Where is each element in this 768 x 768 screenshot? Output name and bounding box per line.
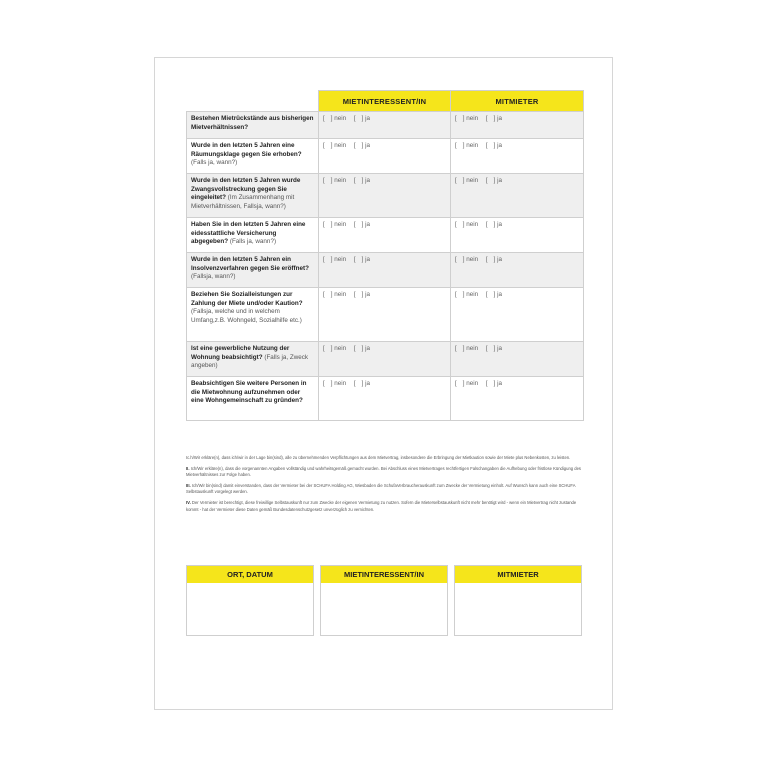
table-row xyxy=(187,139,584,174)
label-nein: nein xyxy=(334,345,347,352)
answer-cell-mitmieter xyxy=(451,288,584,342)
label-nein: nein xyxy=(334,142,347,149)
label-ja: ja xyxy=(497,256,503,263)
label-ja: ja xyxy=(365,345,371,352)
checkbox-nein[interactable]: [ ] xyxy=(323,115,333,122)
label-ja: ja xyxy=(497,177,503,184)
table-row xyxy=(187,253,584,288)
header-mietinteressent: MIETINTERESSENT/IN xyxy=(319,91,451,112)
checkbox-nein[interactable]: [ ] xyxy=(323,291,333,298)
label-nein: nein xyxy=(466,291,479,298)
label-ja: ja xyxy=(365,221,371,228)
label-nein: nein xyxy=(466,345,479,352)
question-cell xyxy=(187,218,319,253)
signature-box-ort-datum[interactable] xyxy=(186,565,314,636)
checkbox-nein[interactable]: [ ] xyxy=(323,256,333,263)
header-row xyxy=(187,91,584,112)
declaration-3: III. Ich/Wir bin(sind) damit einverstanden, dass der Vermieter bei der SCHUFA Holding AG, Wiesbaden die SchufaVerbraucherauskunft zum Zwecke der Vermietung einholt. Auf Wunsch kann auch eine SCHUFA Selbstauskunft vorgelegt werden. xyxy=(186,483,576,495)
question-cell xyxy=(187,377,319,421)
answer-cell-mietinteressent xyxy=(319,139,451,174)
answer-cell-mitmieter xyxy=(451,342,584,377)
label-nein: nein xyxy=(334,115,347,122)
checkbox-nein[interactable]: [ ] xyxy=(323,345,333,352)
document-page xyxy=(154,57,613,710)
checkbox-nein[interactable]: [ ] xyxy=(455,221,465,228)
checkbox-ja[interactable]: [ ] xyxy=(353,115,364,122)
table-row xyxy=(187,174,584,218)
checkbox-nein[interactable]: [ ] xyxy=(455,115,465,122)
checkbox-nein[interactable]: [ ] xyxy=(323,177,333,184)
answer-cell-mietinteressent xyxy=(319,253,451,288)
declaration-2: II. Ich/Wir erkläre(n), dass die vorgenannten Angaben vollständig und wahrheitsgemäß gemacht wurden. Bei Abschluss eines Mietvertrages rechtfertigen Falschangaben die Aufhebung oder fristlose Kündigung des Mietverhältnisses zur Folge haben. xyxy=(186,466,582,478)
question-hint: (Falls ja, wann?) xyxy=(191,159,238,167)
question-cell xyxy=(187,174,319,218)
label-ja: ja xyxy=(365,115,371,122)
signature-header: MIETINTERESSENT/IN xyxy=(321,566,447,583)
question-cell xyxy=(187,253,319,288)
signature-header: MITMIETER xyxy=(455,566,581,583)
question-cell xyxy=(187,288,319,342)
checkbox-ja[interactable]: [ ] xyxy=(485,115,496,122)
label-nein: nein xyxy=(466,256,479,263)
question-cell xyxy=(187,139,319,174)
table-row xyxy=(187,342,584,377)
answer-cell-mitmieter xyxy=(451,218,584,253)
label-nein: nein xyxy=(334,380,347,387)
label-ja: ja xyxy=(365,380,371,387)
answer-cell-mietinteressent xyxy=(319,377,451,421)
label-ja: ja xyxy=(497,221,503,228)
signature-header: ORT, DATUM xyxy=(187,566,313,583)
checkbox-ja[interactable]: [ ] xyxy=(485,291,496,298)
answer-cell-mietinteressent xyxy=(319,174,451,218)
label-ja: ja xyxy=(365,142,371,149)
checkbox-ja[interactable]: [ ] xyxy=(353,256,364,263)
question-text: Beabsichtigen Sie weitere Personen in die Mietwohnung aufzunehmen oder eine Wohngemeinschaft zu gründen? xyxy=(191,380,307,405)
answer-cell-mitmieter xyxy=(451,377,584,421)
answer-cell-mitmieter xyxy=(451,253,584,288)
question-cell xyxy=(187,342,319,377)
checkbox-ja[interactable]: [ ] xyxy=(485,221,496,228)
question-hint: (Falls ja, Zweck angeben) xyxy=(191,353,309,370)
label-ja: ja xyxy=(365,291,371,298)
label-ja: ja xyxy=(497,345,503,352)
question-hint: (Fallsja, wann?) xyxy=(191,273,236,281)
label-nein: nein xyxy=(334,291,347,298)
checkbox-ja[interactable]: [ ] xyxy=(485,142,496,149)
question-hint: (Fallsja, welche und in welchem Umfang,z.B. Wohngeld, Sozialhilfe etc.) xyxy=(191,308,302,324)
label-nein: nein xyxy=(466,380,479,387)
signature-box-mietinteressent[interactable] xyxy=(320,565,448,636)
checkbox-nein[interactable]: [ ] xyxy=(455,291,465,298)
label-ja: ja xyxy=(365,177,371,184)
label-ja: ja xyxy=(365,256,371,263)
question-text: Wurde in den letzten 5 Jahren wurde Zwangsvollstreckung gegen Sie eingeleitet? xyxy=(191,177,301,202)
checkbox-nein[interactable]: [ ] xyxy=(455,380,465,387)
table-row xyxy=(187,288,584,342)
question-text: Wurde in den letzten 5 Jahren ein Insolvenzverfahren gegen Sie eröffnet? xyxy=(191,256,309,272)
label-ja: ja xyxy=(497,142,503,149)
label-ja: ja xyxy=(497,380,503,387)
checkbox-ja[interactable]: [ ] xyxy=(353,380,364,387)
checkbox-nein[interactable]: [ ] xyxy=(323,221,333,228)
question-text: Ist eine gewerbliche Nutzung der Wohnung beabsichtigt? xyxy=(191,345,290,361)
checkbox-ja[interactable]: [ ] xyxy=(353,291,364,298)
label-nein: nein xyxy=(466,115,479,122)
questionnaire-table xyxy=(186,90,584,421)
checkbox-nein[interactable]: [ ] xyxy=(455,256,465,263)
label-nein: nein xyxy=(466,177,479,184)
question-text: Beziehen Sie Sozialleistungen zur Zahlung der Miete und/oder Kaution? xyxy=(191,291,303,307)
question-hint: (Falls ja, wann?) xyxy=(228,238,277,246)
checkbox-ja[interactable]: [ ] xyxy=(485,380,496,387)
checkbox-ja[interactable]: [ ] xyxy=(353,142,364,149)
label-nein: nein xyxy=(334,221,347,228)
checkbox-ja[interactable]: [ ] xyxy=(353,221,364,228)
answer-cell-mitmieter xyxy=(451,174,584,218)
answer-cell-mitmieter xyxy=(451,112,584,139)
label-nein: nein xyxy=(466,221,479,228)
checkbox-nein[interactable]: [ ] xyxy=(323,142,333,149)
checkbox-ja[interactable]: [ ] xyxy=(353,177,364,184)
label-ja: ja xyxy=(497,115,503,122)
answer-cell-mietinteressent xyxy=(319,342,451,377)
checkbox-ja[interactable]: [ ] xyxy=(485,345,496,352)
table-row xyxy=(187,112,584,139)
checkbox-nein[interactable]: [ ] xyxy=(455,345,465,352)
declaration-4: IV. Der Vermieter ist berechtigt, diese freiwillige Selbstauskunft nur zum Zwecke der eigenen Vermietung zu nutzen. Sofern die Mieterselbstauskunft nicht mehr benötigt wird - wenn ein Mietvertrag nicht zustande kommt - hat der Vermieter diese Daten gemäß Bundesdatenschutzgesetz unverzüglich zu vernichten. xyxy=(186,500,577,512)
checkbox-ja[interactable]: [ ] xyxy=(353,345,364,352)
declaration-1: Ic.h/Wir erkläre(n), dass ich/wir in der Lage bin(sind), alle zu übernehmenden Verpflichtungen aus dem Mietvertrag, insbesondere die Erbringung der Mietkaution sowie der Miete plus Nebenkosten, zu leisten. xyxy=(186,455,571,460)
answer-cell-mietinteressent xyxy=(319,288,451,342)
question-text: Haben Sie in den letzten 5 Jahren eine eidesstattliche Versicherung abgegeben? xyxy=(191,221,306,246)
checkbox-ja[interactable]: [ ] xyxy=(485,256,496,263)
table-row xyxy=(187,377,584,421)
answer-cell-mitmieter xyxy=(451,139,584,174)
declarations xyxy=(186,455,583,518)
checkbox-ja[interactable]: [ ] xyxy=(485,177,496,184)
checkbox-nein[interactable]: [ ] xyxy=(323,380,333,387)
answer-cell-mietinteressent xyxy=(319,218,451,253)
label-nein: nein xyxy=(466,142,479,149)
question-hint: (Im Zusammenhang mit Mietverhältnissen, Fallsja, wann?) xyxy=(191,194,295,210)
label-ja: ja xyxy=(497,291,503,298)
header-mitmieter: MITMIETER xyxy=(451,91,584,112)
label-nein: nein xyxy=(334,177,347,184)
label-nein: nein xyxy=(334,256,347,263)
signature-box-mitmieter[interactable] xyxy=(454,565,582,636)
header-blank xyxy=(187,91,319,112)
question-text: Wurde in den letzten 5 Jahren eine Räumungsklage gegen Sie erhoben? xyxy=(191,142,302,158)
answer-cell-mietinteressent xyxy=(319,112,451,139)
checkbox-nein[interactable]: [ ] xyxy=(455,142,465,149)
question-text: Bestehen Mietrückstände aus bisherigen Mietverhältnissen? xyxy=(191,115,314,131)
checkbox-nein[interactable]: [ ] xyxy=(455,177,465,184)
question-cell xyxy=(187,112,319,139)
table-row xyxy=(187,218,584,253)
